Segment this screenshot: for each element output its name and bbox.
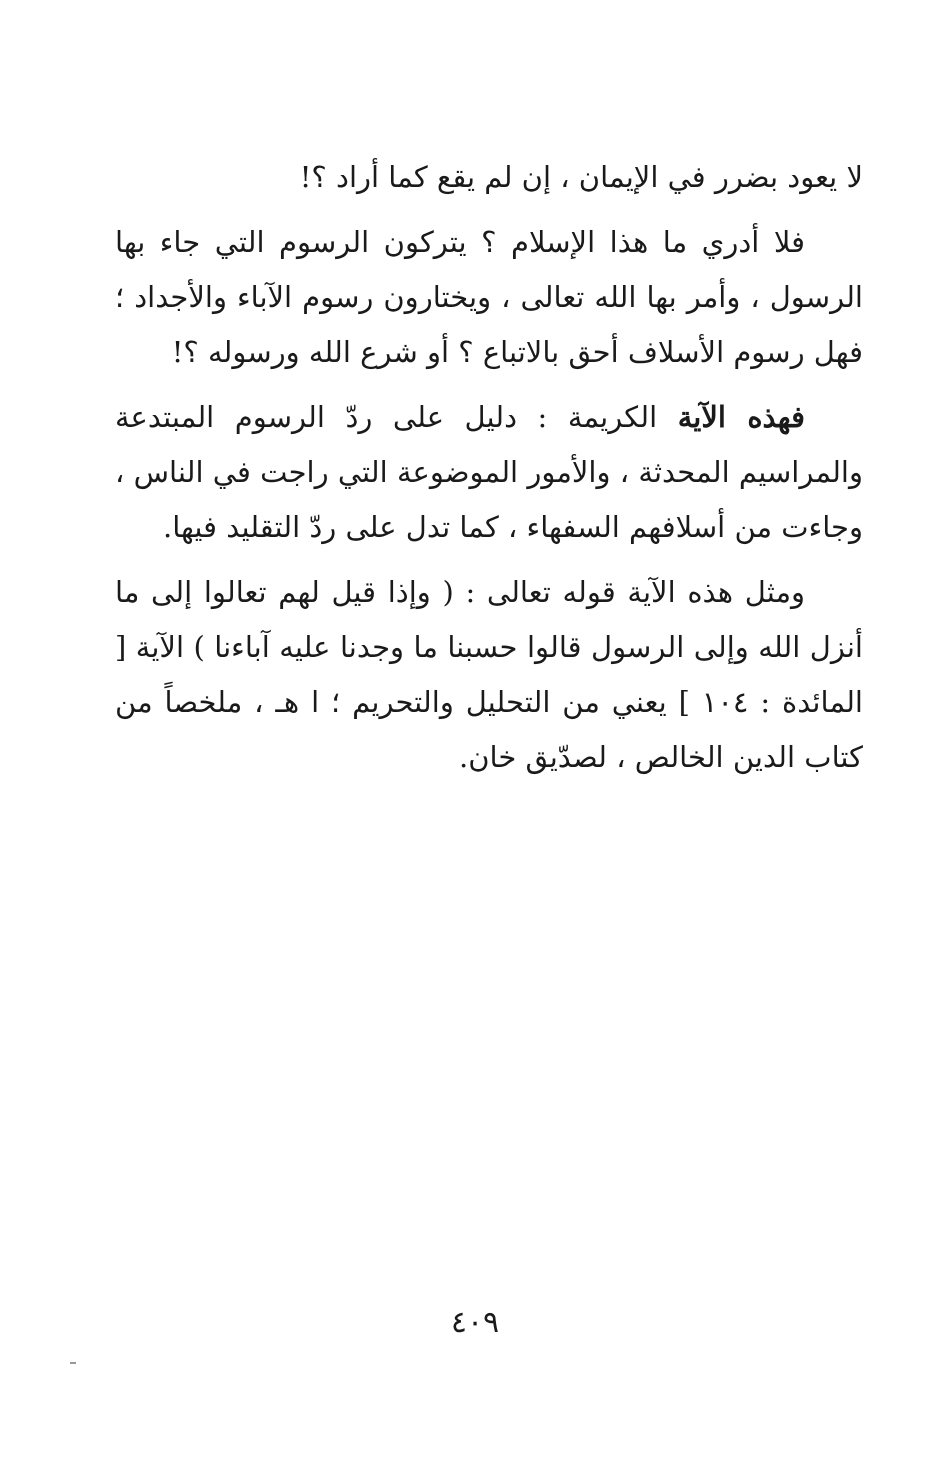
paragraph-3 xyxy=(115,390,863,555)
page-number: ٤٠٩ xyxy=(450,1305,500,1340)
paragraph-4: ومثل هذه الآية قوله تعالى : ( وإذا قيل لهم تعالوا إلى ما أنزل الله وإلى الرسول قالوا حسبنا ما وجدنا عليه آباءنا ) الآية [ المائدة : ١٠٤ ] يعني من التحليل والتحريم ؛ ا هـ ، ملخصاً من كتاب الدين الخالص ، لصدّيق خان. xyxy=(115,575,863,774)
paragraph-2: فلا أدري ما هذا الإسلام ؟ يتركون الرسوم التي جاء بها الرسول ، وأمر بها الله تعالى ، ويختارون رسوم الآباء والأجداد ؛ فهل رسوم الأسلاف أحق بالاتباع ؟ أو شرع الله ورسوله ؟! xyxy=(115,225,863,369)
paragraph-1: لا يعود بضرر في الإيمان ، إن لم يقع كما أراد ؟! xyxy=(299,160,863,194)
paragraph-3-bold-lead: فهذه الآية xyxy=(677,400,805,434)
paragraph-3-text: الكريمة : دليل على ردّ الرسوم المبتدعة والمراسيم المحدثة ، والأمور الموضوعة التي راجت في الناس ، وجاءت من أسلافهم السفهاء ، كما تدل على ردّ التقليد فيها. xyxy=(115,400,863,544)
scan-speck xyxy=(70,1362,76,1364)
page-body-text xyxy=(115,150,863,795)
